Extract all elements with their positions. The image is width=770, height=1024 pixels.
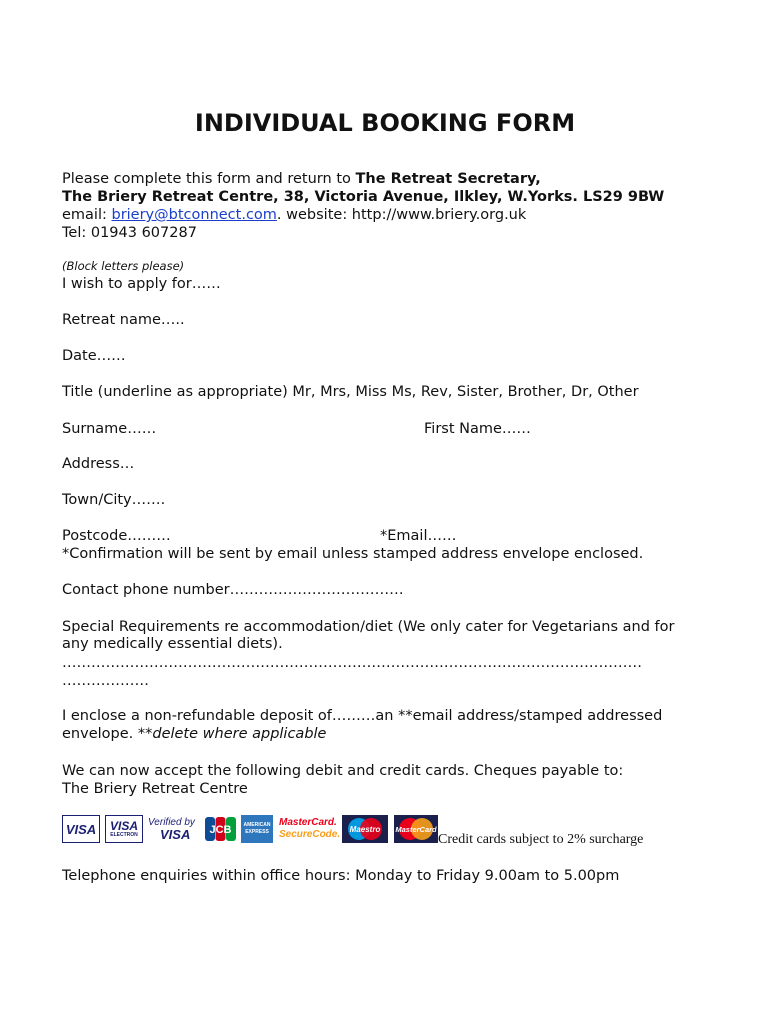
mc-secure-text-2: SecureCode. <box>279 829 341 840</box>
field-phone: Contact phone number……………………………… <box>62 582 404 598</box>
confirmation-note: *Confirmation will be sent by email unless stamped address envelope enclosed. <box>62 546 644 562</box>
verified-by-visa-logo <box>148 815 200 843</box>
email-label: email: <box>62 207 112 223</box>
dotted-line-2: ……………… <box>62 673 149 689</box>
jcb-logo <box>205 815 236 843</box>
electron-text: ELECTRON <box>110 832 138 838</box>
visa-logo <box>62 815 100 843</box>
deposit-line-cont <box>62 725 326 743</box>
intro-prefix: Please complete this form and return to <box>62 171 356 187</box>
amex-text-1: AMERICAN <box>243 822 271 828</box>
mastercard-icon <box>395 816 437 842</box>
email-link[interactable]: briery@btconnect.com <box>111 207 277 223</box>
payment-line: We can now accept the following debit and credit cards. Cheques payable to: <box>62 763 624 779</box>
field-first-name: First Name…… <box>424 421 531 437</box>
visa-text: VISA <box>65 821 97 837</box>
amex-logo <box>241 815 273 843</box>
field-date: Date…… <box>62 348 126 364</box>
mastercard-text: MasterCard <box>395 825 437 834</box>
field-postcode: Postcode……… <box>62 528 171 544</box>
visa-electron-text: VISA <box>109 819 138 833</box>
telephone: Tel: 01943 607287 <box>62 225 197 241</box>
maestro-text: Maestro <box>349 825 381 834</box>
maestro-logo <box>342 815 388 843</box>
contact-line <box>62 206 526 224</box>
special-requirements-cont: any medically essential diets). <box>62 636 283 652</box>
dotted-line-1: ………………………………………………………………………………………………………… <box>62 655 642 671</box>
jcb-text: JCB <box>209 824 232 836</box>
field-address: Address… <box>62 456 135 472</box>
verified-visa-text: VISA <box>160 826 191 842</box>
field-apply: I wish to apply for…… <box>62 276 221 292</box>
visa-electron-logo <box>105 815 143 843</box>
postal-address: The Briery Retreat Centre, 38, Victoria Avenue, Ilkley, W.Yorks. LS29 9BW <box>62 189 665 205</box>
field-title: Title (underline as appropriate) Mr, Mrs, Miss Ms, Rev, Sister, Brother, Dr, Other <box>62 384 639 400</box>
telephone-enquiries: Telephone enquiries within office hours: Monday to Friday 9.00am to 5.00pm <box>62 868 620 884</box>
jcb-icon <box>205 817 236 841</box>
payee: The Briery Retreat Centre <box>62 781 248 797</box>
maestro-icon <box>343 816 387 842</box>
page-title: INDIVIDUAL BOOKING FORM <box>194 109 576 137</box>
intro-line <box>62 170 541 188</box>
deposit-envelope: envelope. <box>62 726 138 742</box>
block-letters-note: (Block letters please) <box>62 259 185 273</box>
mastercard-logo <box>394 815 438 843</box>
recipient: The Retreat Secretary, <box>355 171 541 187</box>
special-requirements: Special Requirements re accommodation/diet (We only cater for Vegetarians and for <box>62 619 675 635</box>
surcharge-note: Credit cards subject to 2% surcharge <box>438 832 644 847</box>
delete-note: **delete where applicable <box>137 726 327 742</box>
amex-text-2: EXPRESS <box>245 829 269 835</box>
field-town: Town/City……. <box>62 492 166 508</box>
field-surname: Surname…… <box>62 421 157 437</box>
field-email: *Email…… <box>380 528 457 544</box>
verified-by-text: Verified by <box>148 816 195 828</box>
mc-secure-text-1: MasterCard. <box>279 817 337 828</box>
field-retreat-name: Retreat name….. <box>62 312 185 328</box>
website-text: . website: http://www.briery.org.uk <box>276 207 527 223</box>
mastercard-securecode-logo <box>279 815 341 843</box>
deposit-line: I enclose a non-refundable deposit of………an **email address/stamped addressed <box>62 708 663 724</box>
